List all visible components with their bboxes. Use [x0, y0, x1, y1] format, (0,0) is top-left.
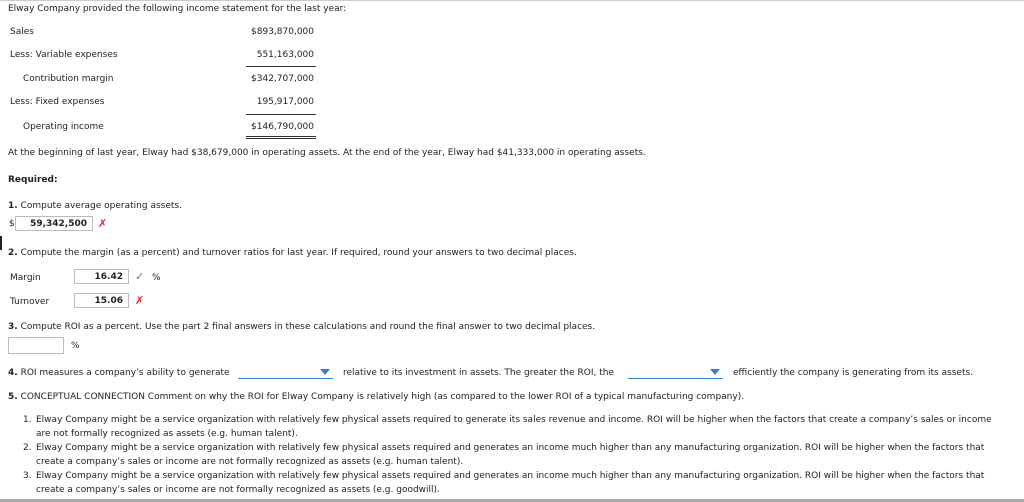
q4-text-b: relative to its investment in assets. The greater the ROI, the: [343, 368, 615, 378]
turnover-input[interactable]: 15.06: [74, 293, 129, 308]
double-rule-top: [246, 136, 316, 137]
incorrect-icon: ✗: [98, 217, 108, 230]
option-2-line1[interactable]: Elway Company might be a service organization with relatively few physical assets required and generates an income much higher than any manufacturing organization. ROI will be higher when the factors that: [36, 443, 985, 453]
option-1-line1[interactable]: Elway Company might be a service organization with relatively few physical assets required to generate its sales revenue and income. ROI will be higher when the factors that create a company’s sales or income: [36, 415, 992, 425]
q3-text: Compute ROI as a percent. Use the part 2 final answers in these calculations and round the final answer to two decimal places.: [20, 322, 596, 332]
q1-text: Compute average operating assets.: [20, 201, 182, 211]
roi-unit: %: [71, 341, 80, 351]
row-label-variable-expenses: Less: Variable expenses: [10, 50, 118, 60]
assets-text: At the beginning of last year, Elway had $38,679,000 in operating assets. At the end of the year, Elway had $41,333,000 in operating assets.: [8, 148, 646, 158]
required-heading: Required:: [8, 175, 58, 185]
option-3-line2[interactable]: create a company’s sales or income are not formally recognized as assets (e.g. goodwill).: [36, 485, 440, 495]
rule-line: [246, 114, 316, 115]
top-border: [0, 0, 1024, 1]
incorrect-icon: ✗: [135, 294, 145, 307]
double-rule-bottom: [246, 138, 316, 139]
q5-text: CONCEPTUAL CONNECTION Comment on why the ROI for Elway Company is relatively high (as compared to the lower ROI of a typical manufacturing company).: [20, 392, 745, 402]
row-label-operating-income: Operating income: [23, 122, 104, 132]
option-1-line2[interactable]: are not formally recognized as assets (e.g. human talent).: [36, 429, 298, 439]
option-3-line1[interactable]: Elway Company might be a service organization with relatively few physical assets required and generates an income much higher than any manufacturing organization. ROI will be higher when the factors that: [36, 471, 985, 481]
q5-number: 5.: [8, 392, 18, 402]
margin-input[interactable]: 16.42: [74, 269, 129, 284]
option-number: 3.: [23, 471, 32, 481]
q5-prompt: [8, 392, 744, 402]
left-marker: [0, 236, 2, 250]
q1-prompt: [8, 201, 182, 211]
q1-answer-input[interactable]: 59,342,500: [15, 216, 93, 231]
row-value-operating-income: $146,790,000: [251, 122, 314, 132]
q1-number: 1.: [8, 201, 18, 211]
q4-text-c: efficiently the company is generating from its assets.: [733, 368, 974, 378]
roi-input[interactable]: [8, 337, 64, 354]
margin-label: Margin: [10, 273, 41, 283]
chevron-down-icon[interactable]: [710, 369, 720, 375]
option-number: 2.: [23, 443, 32, 453]
row-value-fixed-expenses: 195,917,000: [256, 97, 314, 107]
q4-prompt-start: [8, 368, 230, 378]
option-2-line2[interactable]: create a company’s sales or income are not formally recognized as assets (e.g. human talent).: [36, 457, 464, 467]
margin-unit: %: [152, 273, 161, 283]
intro-text: Elway Company provided the following income statement for the last year:: [8, 4, 347, 14]
row-value-contribution-margin: $342,707,000: [251, 74, 314, 84]
rule-line: [246, 66, 316, 67]
chevron-down-icon[interactable]: [320, 369, 330, 375]
row-value-sales: $893,870,000: [251, 27, 314, 37]
q3-number: 3.: [8, 322, 18, 332]
q2-text: Compute the margin (as a percent) and turnover ratios for last year. If required, round your answers to two decimal places.: [20, 248, 577, 258]
row-label-contribution-margin: Contribution margin: [23, 74, 114, 84]
q2-number: 2.: [8, 248, 18, 258]
q2-prompt: [8, 248, 577, 258]
row-value-variable-expenses: 551,163,000: [256, 50, 314, 60]
row-label-fixed-expenses: Less: Fixed expenses: [10, 97, 105, 107]
turnover-label: Turnover: [10, 297, 50, 307]
efficiency-dropdown[interactable]: [628, 367, 723, 379]
row-label-sales: Sales: [10, 27, 34, 37]
generate-dropdown[interactable]: [238, 367, 333, 379]
correct-icon: ✓: [135, 270, 145, 283]
q4-number: 4.: [8, 368, 18, 378]
q4-text-a: ROI measures a company’s ability to generate: [20, 368, 230, 378]
option-number: 1.: [23, 415, 32, 425]
q1-currency: $: [9, 219, 15, 229]
q3-prompt: [8, 322, 595, 332]
